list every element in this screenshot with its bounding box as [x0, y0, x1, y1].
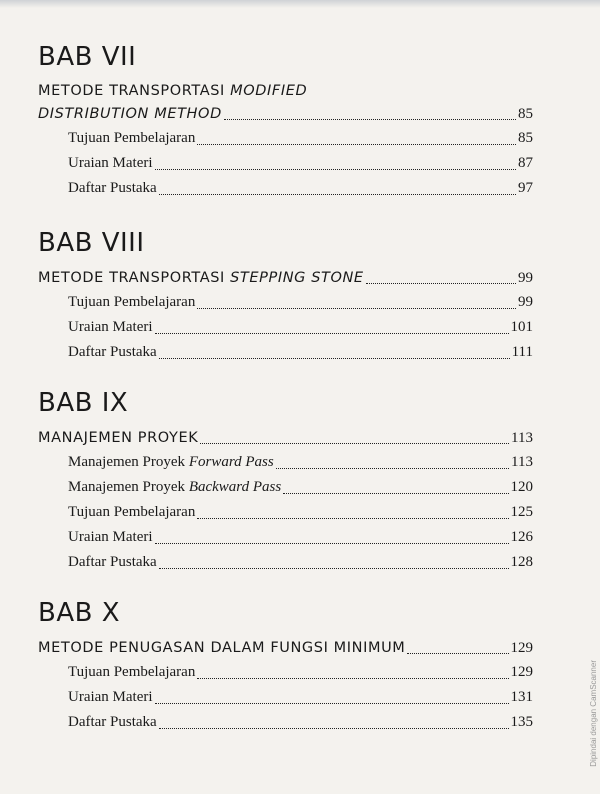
dot-leader [197, 141, 516, 145]
toc-entry-label: Tujuan Pembelajaran [68, 664, 196, 680]
toc-entry-label: Tujuan Pembelajaran [68, 294, 196, 310]
toc-row[interactable] [38, 500, 533, 525]
page-number: 87 [518, 155, 533, 171]
toc-row-chapter-title[interactable] [38, 636, 533, 660]
dot-leader [159, 565, 509, 569]
toc-row[interactable] [38, 176, 533, 201]
toc-entry-label: Uraian Materi [68, 319, 153, 335]
toc-row[interactable] [38, 550, 533, 575]
toc-entry-label: Manajemen Proyek Backward Pass [68, 479, 282, 495]
chapter-title: METODE TRANSPORTASI STEPPING STONE [38, 270, 364, 286]
dot-leader [155, 540, 509, 544]
toc-entry-label: Daftar Pustaka [68, 180, 157, 196]
toc-row[interactable] [38, 525, 533, 550]
page-number: 131 [510, 689, 533, 705]
page-number: 99 [518, 270, 533, 286]
page-number: 126 [510, 529, 533, 545]
page-number: 97 [518, 180, 533, 196]
dot-leader [366, 280, 516, 284]
toc-row[interactable] [38, 685, 533, 710]
dot-leader [155, 330, 509, 334]
toc-row[interactable] [38, 151, 533, 176]
toc-entry-label: Uraian Materi [68, 155, 153, 171]
dot-leader [407, 650, 508, 654]
page-number: 113 [511, 454, 533, 470]
dot-leader [155, 700, 509, 704]
dot-leader [200, 440, 509, 444]
toc-entry-label: Manajemen Proyek Forward Pass [68, 454, 274, 470]
chapter-heading: BAB X [38, 598, 121, 628]
page-number: 129 [510, 640, 533, 656]
chapter-heading: BAB IX [38, 388, 129, 418]
dot-leader [159, 355, 510, 359]
toc-row[interactable] [38, 340, 533, 365]
dot-leader [159, 191, 516, 195]
page-number: 120 [510, 479, 533, 495]
toc-row[interactable] [38, 290, 533, 315]
scanner-watermark: Dipindai dengan CamScanner [589, 660, 598, 767]
toc-row[interactable] [38, 710, 533, 735]
page-top-edge [0, 0, 600, 8]
page-number: 129 [510, 664, 533, 680]
chapter-title: MANAJEMEN PROYEK [38, 430, 199, 446]
chapter-title-line2: DISTRIBUTION METHOD [38, 106, 222, 122]
chapter-heading: BAB VIII [38, 228, 145, 258]
chapter-bab-vii [38, 42, 533, 201]
chapter-bab-viii [38, 228, 533, 365]
page-number: 85 [518, 106, 533, 122]
page-number: 111 [511, 344, 533, 360]
toc-row[interactable] [38, 475, 533, 500]
toc-entry-label: Daftar Pustaka [68, 344, 157, 360]
chapter-title-line1: METODE TRANSPORTASI MODIFIED [38, 83, 308, 99]
dot-leader [197, 675, 508, 679]
dot-leader [155, 166, 516, 170]
page-number: 128 [510, 554, 533, 570]
toc-row-chapter-title[interactable] [38, 102, 533, 126]
toc-row[interactable] [38, 126, 533, 151]
dot-leader [197, 515, 508, 519]
chapter-title: METODE PENUGASAN DALAM FUNGSI MINIMUM [38, 640, 406, 656]
toc-entry-label: Daftar Pustaka [68, 714, 157, 730]
toc-entry-label: Uraian Materi [68, 689, 153, 705]
toc-row[interactable] [38, 450, 533, 475]
toc-entry-label: Tujuan Pembelajaran [68, 130, 196, 146]
page-number: 125 [510, 504, 533, 520]
toc-row-chapter-title[interactable] [38, 426, 533, 450]
toc-entry-label: Uraian Materi [68, 529, 153, 545]
chapter-bab-ix [38, 388, 533, 575]
toc-row[interactable] [38, 315, 533, 340]
dot-leader [224, 116, 516, 120]
toc-entry-label: Tujuan Pembelajaran [68, 504, 196, 520]
dot-leader [197, 305, 516, 309]
toc-row-chapter-title[interactable] [38, 266, 533, 290]
chapter-bab-x [38, 598, 533, 735]
toc-row[interactable] [38, 660, 533, 685]
chapter-heading: BAB VII [38, 42, 137, 72]
page-number: 113 [511, 430, 533, 446]
page-number: 135 [510, 714, 533, 730]
dot-leader [159, 725, 509, 729]
page-number: 85 [518, 130, 533, 146]
page-number: 99 [518, 294, 533, 310]
toc-entry-label: Daftar Pustaka [68, 554, 157, 570]
dot-leader [283, 490, 508, 494]
dot-leader [276, 465, 509, 469]
page-number: 101 [510, 319, 533, 335]
